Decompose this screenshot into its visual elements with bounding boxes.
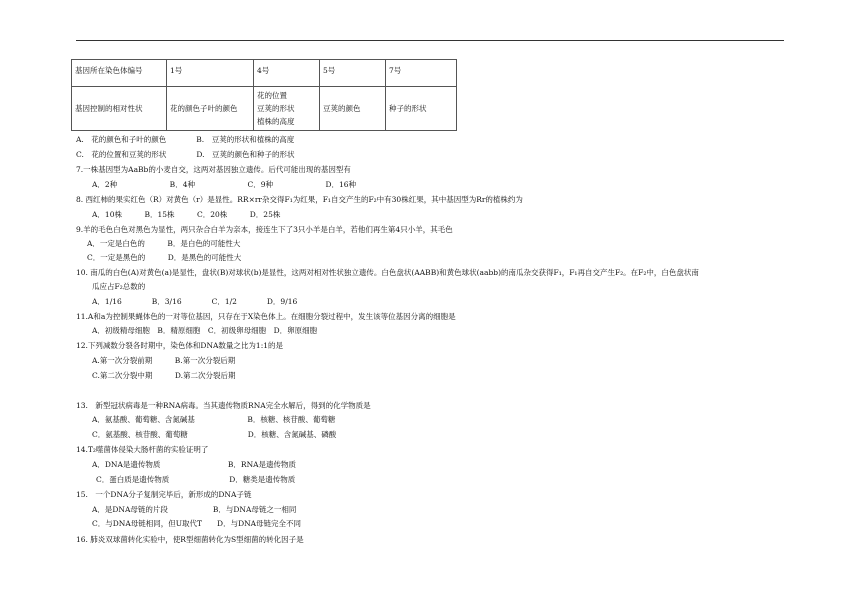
table-cell: 5号 bbox=[320, 60, 386, 87]
table-cell: 基因所在染色体编号 bbox=[72, 60, 167, 87]
question-line: 13. 新型冠状病毒是一种RNA病毒。当其遗传物质RNA完全水解后，得到的化学物质是 bbox=[76, 401, 371, 410]
question-line: 8. 西红柿的果实红色（R）对黄色（r）是显性。RR×rr杂交得F₁为红果，F₁自交产生的F₂中有30株红果，其中基因型为Rr的植株约为 bbox=[76, 195, 523, 204]
table-cell: 豆荚的颜色 bbox=[320, 87, 386, 131]
option-line: C．一定是黑色的 D．是黑色的可能性大 bbox=[87, 253, 242, 262]
question-line: 10. 南瓜的白色(A)对黄色(a)是显性，盘状(B)对球状(b)是显性，这两对相对性状独立遗传。白色盘状(AABB)和黄色球状(aabb)的南瓜杂交获得F₁，F₁再自交产生F₂。在F₂中，白色盘状南 bbox=[76, 268, 699, 277]
option-line: C. 花的位置和豆荚的形状 D. 豆荚的颜色和种子的形状 bbox=[76, 150, 295, 159]
question-line: 12.下列减数分裂各时期中，染色体和DNA数量之比为1:1的是 bbox=[76, 341, 283, 350]
option-line: A．DNA是遗传物质 B．RNA是遗传物质 bbox=[92, 460, 297, 469]
option-line: C．与DNA母链相同，但U取代T D．与DNA母链完全不同 bbox=[92, 519, 302, 528]
option-line: A. 花的颜色和子叶的颜色 B. 豆荚的形状和植株的高度 bbox=[76, 135, 295, 144]
gene-table bbox=[71, 59, 457, 131]
question-line: 瓜应占F₂总数的 bbox=[92, 282, 146, 291]
table-cell: 基因控制的相对性状 bbox=[72, 87, 167, 131]
table-cell: 花的颜色子叶的颜色 bbox=[167, 87, 254, 131]
option-line: A．2种 B．4种 C．9种 D．16种 bbox=[92, 180, 357, 189]
question-line: 11.A和a为控制果蝇体色的一对等位基因，只存在于X染色体上。在细胞分裂过程中，发生该等位基因分离的细胞是 bbox=[76, 312, 456, 321]
cell-line: 花的位置 bbox=[257, 91, 287, 100]
table-cell: 4号 bbox=[254, 60, 320, 87]
question-line: 9.羊的毛色白色对黑色为显性，两只杂合白羊为亲本，接连生下了3只小羊是白羊，若他们再生第4只小羊，其毛色 bbox=[76, 225, 453, 234]
option-line: A．初级精母细胞 B．精原细胞 C．初级卵母细胞 D．卵原细胞 bbox=[92, 326, 318, 335]
option-line: A．1/16 B．3/16 C．1/2 D．9/16 bbox=[92, 297, 298, 306]
cell-line: 豆荚的形状 bbox=[257, 104, 295, 113]
question-line: 16. 肺炎双球菌转化实验中，使R型细菌转化为S型细菌的转化因子是 bbox=[76, 535, 304, 544]
question-line: 15. 一个DNA分子复制完毕后，新形成的DNA子链 bbox=[76, 490, 252, 499]
question-line: 7.一株基因型为AaBb的小麦自交，这两对基因独立遗传。后代可能出现的基因型有 bbox=[76, 165, 351, 174]
option-line: A．氨基酸、葡萄糖、含氮碱基 B．核糖、核苷酸、葡萄糖 bbox=[92, 415, 336, 424]
table-cell: 7号 bbox=[386, 60, 457, 87]
option-line: C.第二次分裂中期 D.第二次分裂后期 bbox=[92, 371, 236, 380]
option-line: A．10株 B．15株 C．20株 D．25株 bbox=[92, 210, 281, 219]
table-row bbox=[72, 60, 457, 87]
table-row bbox=[72, 87, 457, 131]
option-line: A.第一次分裂前期 B.第一次分裂后期 bbox=[92, 356, 236, 365]
option-line: C．蛋白质是遗传物质 D．糖类是遗传物质 bbox=[96, 475, 296, 484]
cell-line: 植株的高度 bbox=[257, 117, 295, 126]
table-cell: 种子的形状 bbox=[386, 87, 457, 131]
option-line: A．是DNA母链的片段 B．与DNA母链之一相同 bbox=[92, 505, 297, 514]
option-line: C．氨基酸、核苷酸、葡萄糖 D．核糖、含氮碱基、磷酸 bbox=[92, 430, 337, 439]
question-line: 14.T₂噬菌体侵染大肠杆菌的实验证明了 bbox=[76, 445, 209, 454]
table-cell bbox=[254, 87, 320, 131]
header-rule bbox=[76, 40, 784, 41]
table-cell: 1号 bbox=[167, 60, 254, 87]
option-line: A．一定是白色的 B．是白色的可能性大 bbox=[87, 239, 241, 248]
